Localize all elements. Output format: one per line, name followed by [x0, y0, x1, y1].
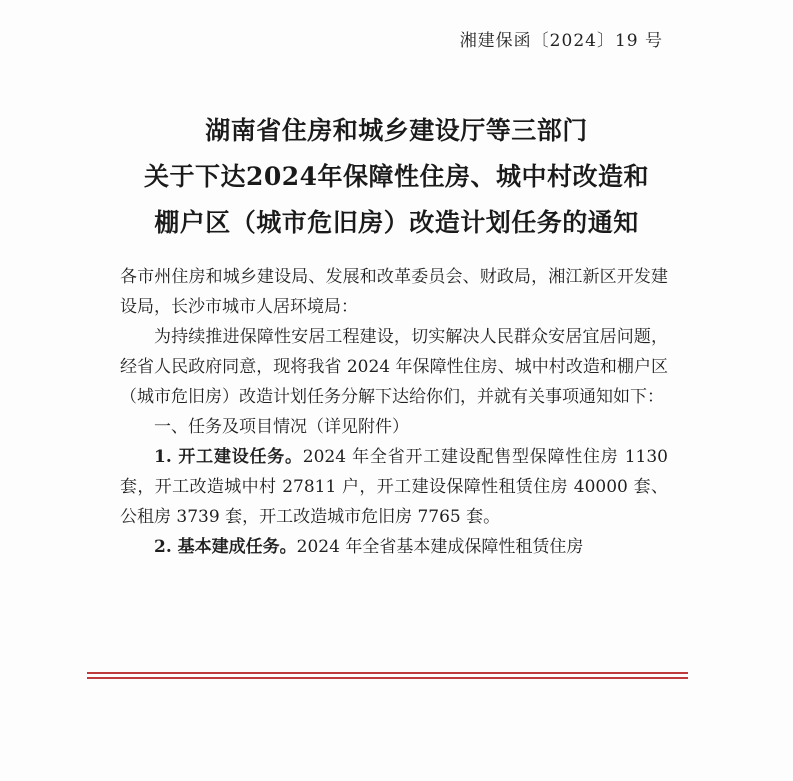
title-line-3: 棚户区（城市危旧房）改造计划任务的通知	[154, 208, 639, 237]
item-2-lead: 2. 基本建成任务。	[154, 537, 297, 557]
intro-paragraph: 为持续推进保障性安居工程建设，切实解决人民群众安居宜居问题，经省人民政府同意，现将我省 2024 年保障性住房、城中村改造和棚户区（城市危旧房）改造计划任务分解下达给你们，并就有关事项通知如下：	[120, 327, 668, 407]
red-rule-top	[87, 672, 688, 674]
item-2-text: 2024 年全省基本建成保障性租赁住房	[296, 537, 584, 557]
title-line-1: 湖南省住房和城乡建设厅等三部门	[205, 116, 588, 145]
section-1-heading: 一、任务及项目情况（详见附件）	[154, 417, 409, 437]
document-body	[120, 262, 668, 562]
addressee-paragraph: 各市州住房和城乡建设局、发展和改革委员会、财政局，湘江新区开发建设局，长沙市城市人居环境局：	[120, 267, 668, 317]
document-title	[0, 108, 793, 246]
red-separator	[87, 672, 688, 679]
item-1-paragraph	[120, 442, 668, 532]
item-1-lead: 1. 开工建设任务。	[154, 447, 303, 467]
document-number: 湘建保函〔2024〕19 号	[459, 31, 663, 51]
title-line-2: 关于下达2024年保障性住房、城中村改造和	[143, 162, 650, 191]
item-2-paragraph	[120, 532, 668, 562]
red-rule-bottom	[87, 677, 688, 679]
item-1-text: 2024 年全省开工建设配售型保障性住房 1130 套，开工改造城中村 27811 户，开工建设保障性租赁住房 40000 套、公租房 3739 套，开工改造城市危旧房 7765 套。	[120, 447, 668, 527]
